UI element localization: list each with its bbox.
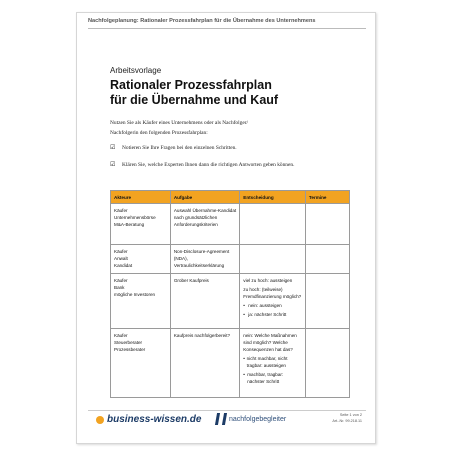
intro-line-1: Nutzen Sie als Käufer eines Unternehmens oder als Nachfolger/ — [110, 120, 249, 126]
actors-cell: Käufer Steuerberater Prozessberater — [111, 329, 171, 398]
column-header: Termine — [305, 191, 349, 204]
dates-cell — [305, 204, 349, 245]
intro-line-2: Nachfolgerin den folgenden Prozessfahrplan: — [110, 130, 208, 136]
checklist-item: ☑ Notieren Sie Ihre Fragen bei den einzelnen Schritten. — [110, 145, 237, 151]
header-rule — [88, 28, 366, 29]
page-meta — [310, 412, 362, 424]
business-wissen-logo: business-wissen.de — [96, 414, 201, 425]
bullet-icon: • — [243, 356, 245, 361]
decision-bullet: • nicht machbar, nicht tragbar: aussteigen — [243, 356, 288, 368]
task-cell: Grober Kaufpreis — [170, 274, 239, 329]
checkbox-icon: ☑ — [110, 145, 116, 151]
table-row — [111, 274, 350, 329]
decision-cell — [240, 204, 306, 245]
orange-dot-icon — [96, 416, 104, 424]
decision-bullet: • machbar, tragbar: nächster Schritt — [243, 372, 284, 384]
actors-cell: Käufer Unternehmensbörse M&A-Beratung — [111, 204, 171, 245]
bullet-icon: • — [243, 372, 245, 377]
dates-cell — [305, 245, 349, 274]
task-cell: Non-Disclosure-Agreement (NDA), Vertraulichkeitserklärung — [170, 245, 239, 274]
title-line-1: Rationaler Prozessfahrplan — [110, 78, 272, 92]
bullet-icon: • — [243, 303, 245, 308]
footer-rule — [88, 410, 366, 411]
article-number: Art.-Nr. 99.218.11 — [332, 419, 362, 423]
title-line-2: für die Übernahme und Kauf — [110, 92, 279, 107]
column-header: Entscheidung — [240, 191, 306, 204]
decision-cell: viel zu hoch: aussteigen zu hoch: (teilweise) Fremdfinanzierung möglich? • nein: aussteigen • ja: nächster Schritt — [240, 274, 306, 329]
actors-cell: Käufer Bank mögliche Investoren — [111, 274, 171, 329]
process-table — [110, 190, 350, 398]
page-number: Seite 1 von 2 — [339, 413, 362, 417]
task-cell: Kaufpreis nachfolgerbereit? — [170, 329, 239, 398]
table-row — [111, 329, 350, 398]
column-header: Akteure — [111, 191, 171, 204]
task-cell: Auswahl Übernahme-Kandidat nach grundsätzlichen Anforderungskriterien — [170, 204, 239, 245]
dates-cell — [305, 329, 349, 398]
table-row — [111, 204, 350, 245]
decision-cell — [240, 245, 306, 274]
decision-bullet: • nein: aussteigen — [243, 303, 282, 308]
checkbox-icon: ☑ — [110, 162, 116, 168]
intro-text — [110, 118, 340, 138]
nachfolgebegleiter-logo: nachfolgebegleiter — [216, 413, 286, 425]
decision-bullet: • ja: nächster Schritt — [243, 312, 287, 317]
dates-cell — [305, 274, 349, 329]
column-header: Aufgabe — [170, 191, 239, 204]
checklist-item: ☑ Klären Sie, welche Experten Ihnen dann die richtigen Antworten geben können. — [110, 162, 295, 168]
document-title — [110, 78, 350, 107]
n-mark-icon — [215, 413, 227, 425]
table-row — [111, 245, 350, 274]
document-kicker: Arbeitsvorlage — [110, 66, 162, 75]
decision-cell: nein: Welche Maßnahmen sind möglich? Welche Konsequenzen hat das? • nicht machbar, nicht tragbar: aussteigen • machbar, tragbar: nächster Schritt — [240, 329, 306, 398]
actors-cell: Käufer Anwalt Kandidat — [111, 245, 171, 274]
bullet-icon: • — [243, 312, 245, 317]
running-header: Nachfolgeplanung: Rationaler Prozessfahrplan für die Übernahme des Unternehmens — [88, 18, 316, 24]
table-header-row — [111, 191, 350, 204]
